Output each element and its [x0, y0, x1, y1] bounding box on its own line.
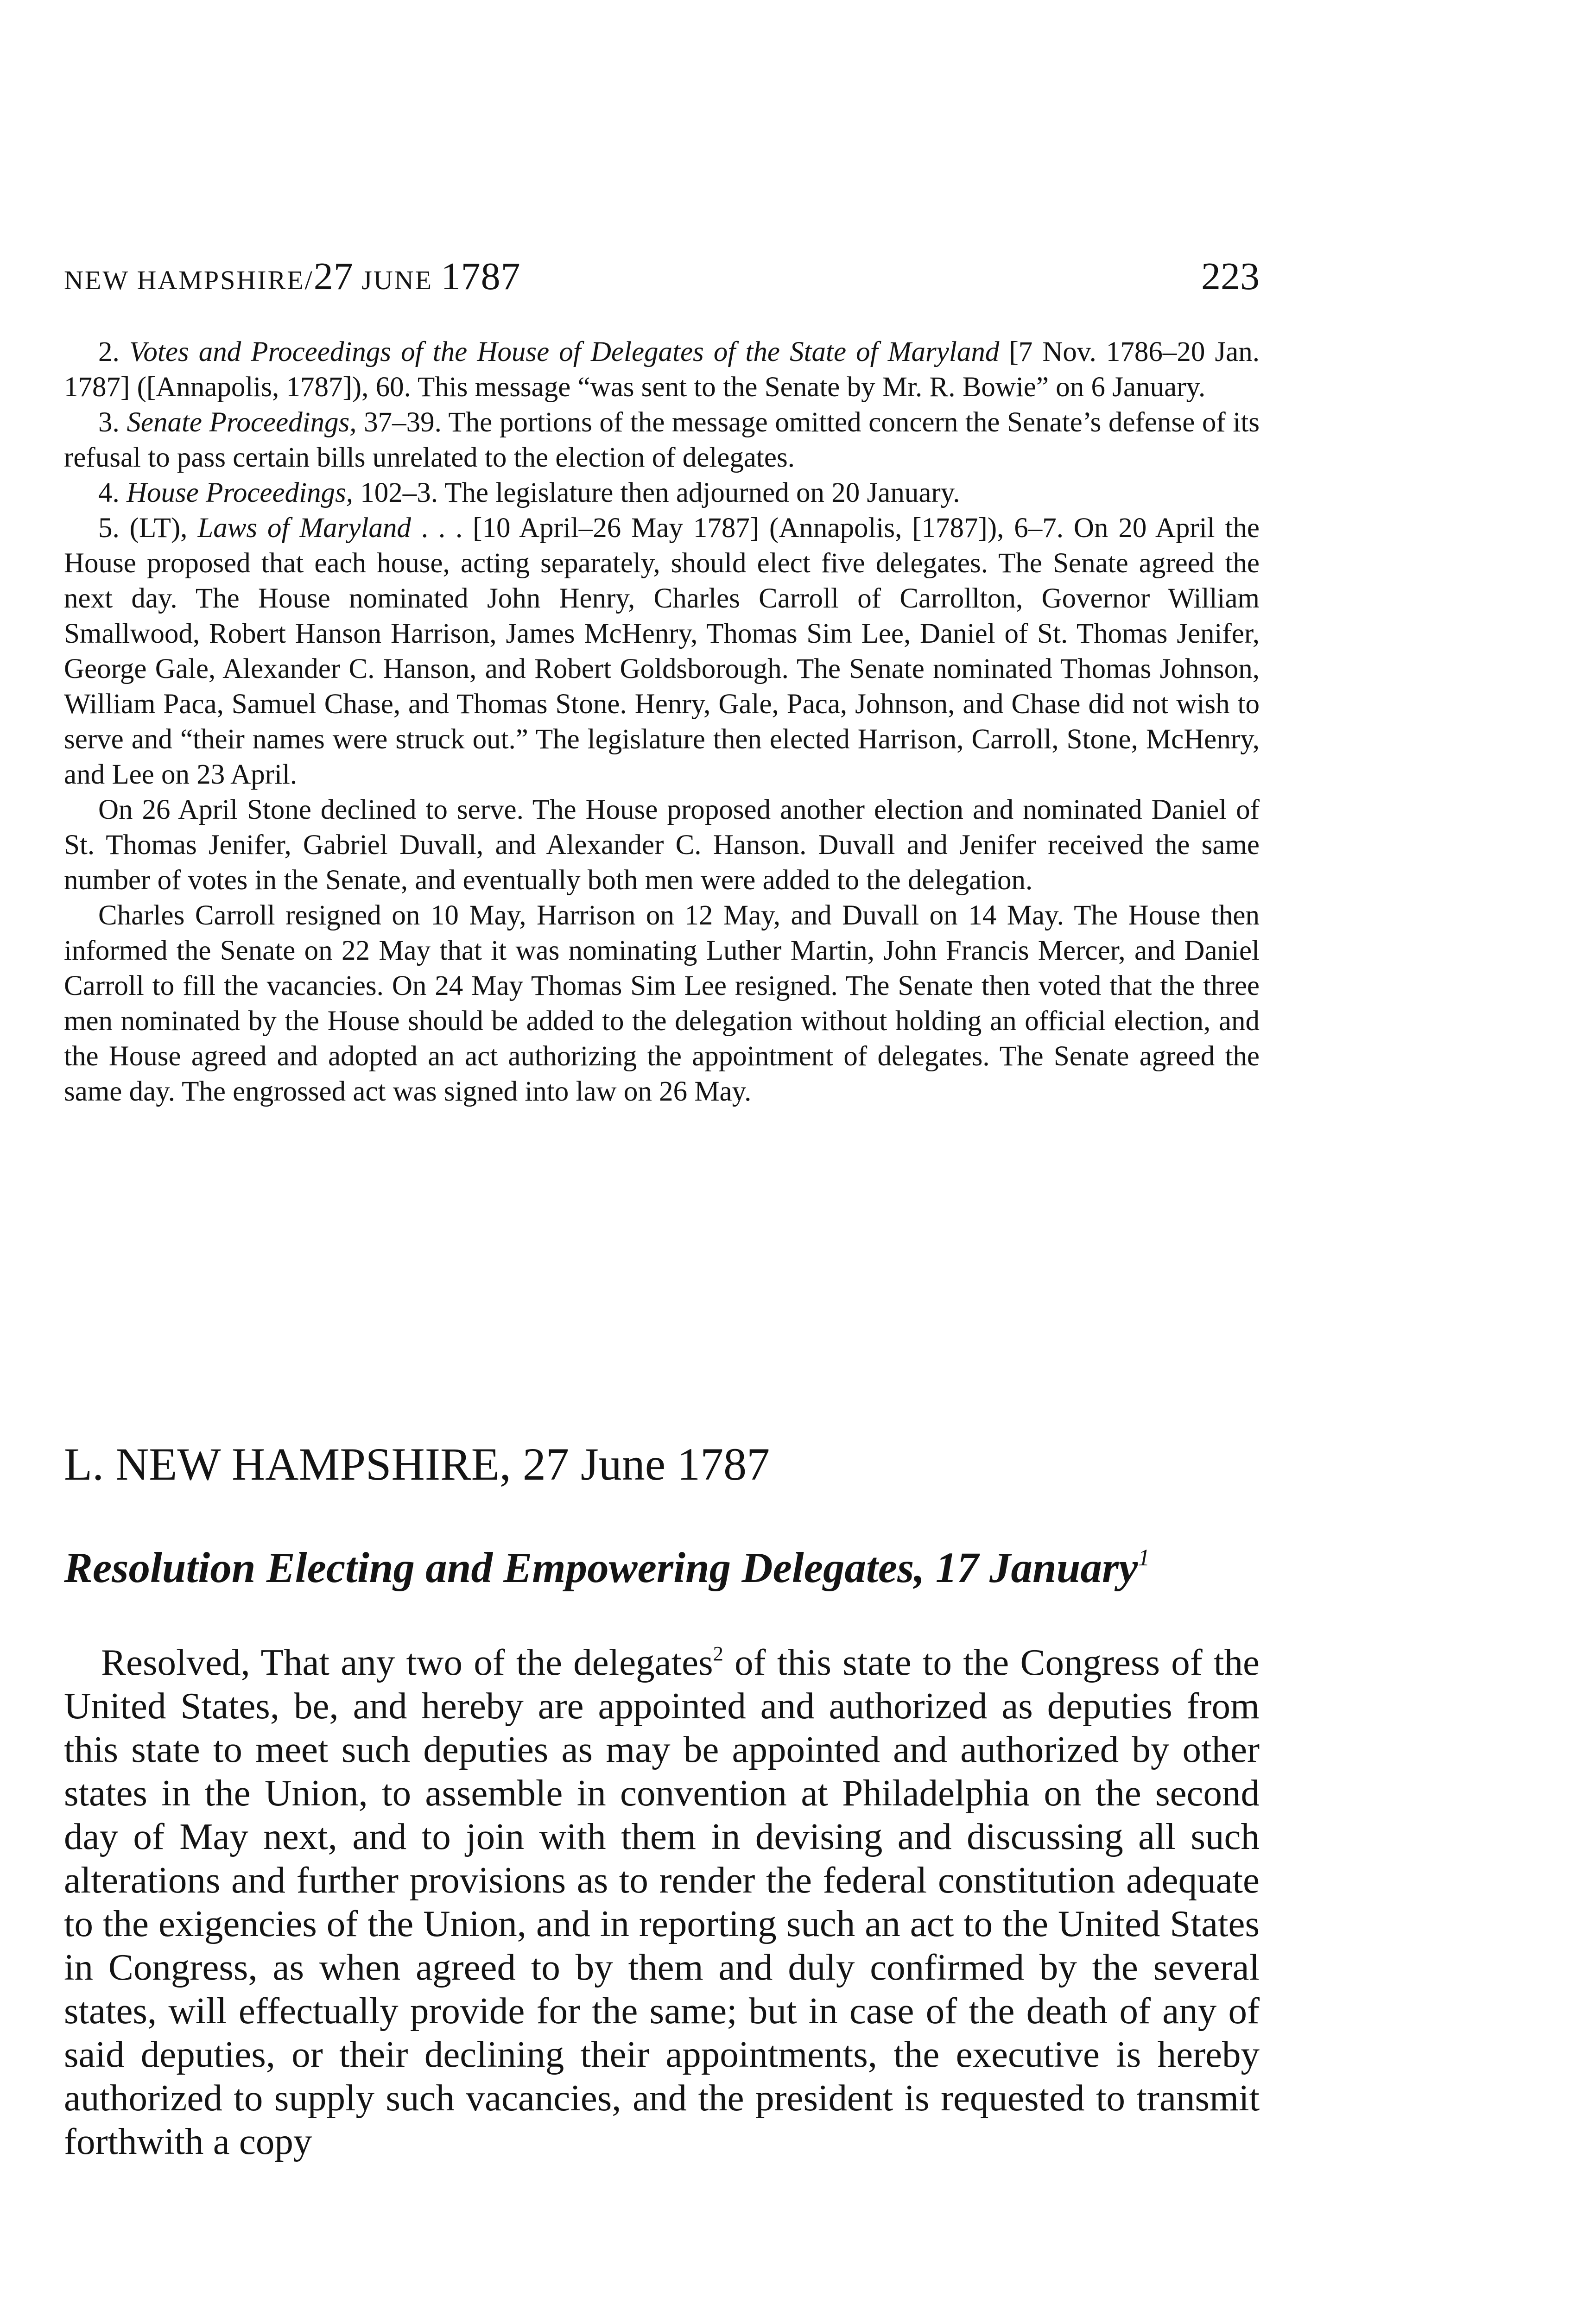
footnote-paragraph: Charles Carroll resigned on 10 May, Harrison on 12 May, and Duvall on 14 May. The House then informed the Senate on 22 May that it was nominating Luther Martin, John Francis Mercer, and Daniel Carroll to fill the vacancies. On 24 May Thomas Sim Lee resigned. The Senate then voted that the three men nominated by the House should be added to the delegation without holding an official election, and the House agreed and adopted an act authorizing the appointment of delegates. The Senate agreed the same day. The engrossed act was signed into law on 26 May.: [64, 900, 1260, 1107]
running-head-section: NEW HAMPSHIRE/: [64, 265, 314, 295]
footnotes: [64, 335, 1260, 1109]
running-head-title: [64, 254, 521, 299]
section-title: L. NEW HAMPSHIRE, 27 June 1787: [64, 1438, 770, 1490]
footnote-5: [64, 511, 1260, 792]
page-number: 223: [1201, 255, 1260, 298]
running-head-year: 1787: [441, 255, 521, 298]
footnote-source-title: Senate Proceedings,: [127, 407, 357, 438]
footnote-number: 5. (LT),: [98, 513, 198, 544]
footnote-2: [64, 335, 1260, 405]
running-head-month: JUNE: [361, 265, 433, 295]
document-title-text: Resolution Electing and Empowering Delegates, 17 January: [64, 1544, 1138, 1592]
footnote-source-title: House Proceedings,: [127, 477, 354, 508]
resolution-text-part: of this state to the Congress of the United States, be, and hereby are appointed and authorized as deputies from this state to meet such deputies as may be appointed and authorized by other states in the Union, to assemble in convention at Philadelphia on the second day of May next, and to join with them in devising and discussing all such alterations and further provisions as to render the federal constitution adequate to the exigencies of the Union, and in reporting such an act to the United States in Congress, as when agreed to by them and duly confirmed by the several states, will effectually provide for the same; but in case of the death of any of said deputies, or their declining their appointments, the executive is hereby authorized to supply such vacancies, and the president is requested to transmit forthwith a copy: [64, 1641, 1260, 2162]
footnote-source-title: Laws of Maryland: [197, 513, 411, 544]
footnote-ref: 2: [713, 1641, 723, 1665]
footnote-number: 4.: [98, 477, 127, 508]
footnote-4: [64, 475, 1260, 511]
resolution-text-part: Resolved, That any two of the delegates: [101, 1641, 713, 1683]
document-title: [64, 1543, 1260, 1593]
footnote-source-title: Votes and Proceedings of the House of Delegates of the State of Maryland: [129, 336, 1000, 367]
footnote-text: 102–3. The legislature then adjourned on 20 January.: [353, 477, 960, 508]
footnote-text: [7 Nov. 1786–20 Jan. 1787] ([Annapolis, 1787]), 60. This message “was sent to the Senate by Mr. R. Bowie” on 6 January.: [64, 336, 1260, 403]
footnote-number: 3.: [98, 407, 127, 438]
resolution-text: [64, 1640, 1260, 2163]
footnote-ref: 1: [1138, 1545, 1150, 1571]
footnote-paragraph: On 26 April Stone declined to serve. The House proposed another election and nominated Daniel of St. Thomas Jenifer, Gabriel Duvall, and Alexander C. Hanson. Duvall and Jenifer received the same number of votes in the Senate, and eventually both men were added to the delegation.: [64, 794, 1260, 896]
footnote-3: [64, 405, 1260, 475]
running-head-day: 27: [313, 255, 354, 298]
running-head: [64, 254, 1260, 310]
footnote-text: 37–39. The portions of the message omitted concern the Senate’s defense of its refusal to pass certain bills unrelated to the election of delegates.: [64, 407, 1260, 473]
footnote-number: 2.: [98, 336, 129, 367]
footnote-text: . . . [10 April–26 May 1787] (Annapolis, [1787]), 6–7. On 20 April the House proposed that each house, acting separately, should elect five delegates. The Senate agreed the next day. The House nominated John Henry, Charles Carroll of Carrollton, Governor William Smallwood, Robert Hanson Harrison, James McHenry, Thomas Sim Lee, Daniel of St. Thomas Jenifer, George Gale, Alexander C. Hanson, and Robert Goldsborough. The Senate nominated Thomas Johnson, William Paca, Samuel Chase, and Thomas Stone. Henry, Gale, Paca, Johnson, and Chase did not wish to serve and “their names were struck out.” The legislature then elected Harrison, Carroll, Stone, McHenry, and Lee on 23 April.: [64, 513, 1260, 790]
